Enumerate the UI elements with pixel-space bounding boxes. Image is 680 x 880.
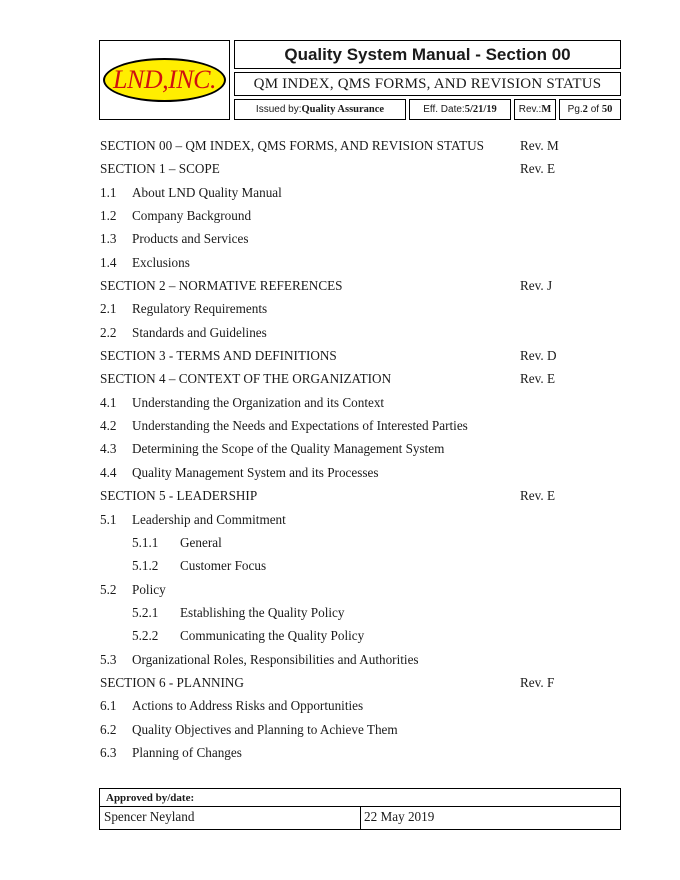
toc-title: Policy xyxy=(132,581,166,597)
approved-by-label: Approved by/date: xyxy=(106,792,195,804)
approval-box xyxy=(99,788,621,830)
toc-entry xyxy=(100,251,580,274)
toc-entry xyxy=(100,718,580,741)
toc-number: 6.2 xyxy=(100,721,117,737)
toc-number: 5.1.2 xyxy=(132,558,159,574)
toc-entry xyxy=(100,508,580,531)
toc-entry xyxy=(100,437,580,460)
effective-date-cell xyxy=(409,99,511,120)
toc-title: Determining the Scope of the Quality Management System xyxy=(132,441,445,457)
page-of-label: of xyxy=(587,104,602,115)
logo-text: LND,INC. xyxy=(113,65,216,94)
toc-subentry xyxy=(100,531,580,554)
toc-entry xyxy=(100,414,580,437)
toc-title: Customer Focus xyxy=(180,558,267,574)
toc-entry xyxy=(100,157,580,180)
manual-title: Quality System Manual - Section 00 xyxy=(234,40,621,69)
toc-title: Communicating the Quality Policy xyxy=(180,628,365,644)
toc-entry xyxy=(100,321,580,344)
toc-subentry xyxy=(100,554,580,577)
table-of-contents xyxy=(100,134,580,764)
page-total: 50 xyxy=(601,104,613,115)
toc-revision: Rev. M xyxy=(520,138,559,153)
revision-value: M xyxy=(541,104,552,115)
toc-title: Leadership and Commitment xyxy=(132,511,286,527)
toc-number: 4.1 xyxy=(100,394,117,410)
toc-subentry xyxy=(100,624,580,647)
toc-entry xyxy=(100,227,580,250)
toc-entry xyxy=(100,204,580,227)
toc-number: 6.1 xyxy=(100,698,117,714)
toc-title: Quality Objectives and Planning to Achieve Them xyxy=(132,721,398,737)
toc-title: Company Background xyxy=(132,208,252,224)
toc-number: 1.2 xyxy=(100,208,117,224)
section-subtitle: QM INDEX, QMS FORMS, AND REVISION STATUS xyxy=(234,72,621,96)
revision-cell xyxy=(514,99,556,120)
page-label: Pg. xyxy=(567,104,583,115)
toc-entry xyxy=(100,648,580,671)
toc-revision: Rev. E xyxy=(520,488,556,504)
toc-section-title: SECTION 6 - PLANNING xyxy=(100,674,244,690)
toc-revision: Rev. E xyxy=(520,161,556,177)
logo-box xyxy=(99,40,230,120)
toc-entry xyxy=(100,134,580,157)
toc-entry xyxy=(100,181,580,204)
toc-number: 4.2 xyxy=(100,418,117,434)
toc-number: 1.1 xyxy=(100,184,117,200)
toc-revision: Rev. E xyxy=(520,371,556,387)
toc-revision: Rev. J xyxy=(520,278,553,294)
toc-entry xyxy=(100,484,580,507)
toc-number: 2.2 xyxy=(100,324,117,340)
toc-entry xyxy=(100,741,580,764)
toc-title: Understanding the Needs and Expectations of Interested Parties xyxy=(132,418,468,434)
toc-title: Standards and Guidelines xyxy=(132,324,267,340)
approver-name: Spencer Neyland xyxy=(104,809,195,824)
toc-title: Regulatory Requirements xyxy=(132,301,268,317)
toc-title: Establishing the Quality Policy xyxy=(180,604,345,620)
toc-revision: Rev. D xyxy=(520,348,557,364)
toc-entry xyxy=(100,391,580,414)
toc-number: 5.2 xyxy=(100,581,117,597)
toc-section-title: SECTION 5 - LEADERSHIP xyxy=(100,488,258,504)
effective-date-value: 5/21/19 xyxy=(464,104,497,115)
toc-number: 1.3 xyxy=(100,231,117,247)
toc-number: 6.3 xyxy=(100,744,117,760)
toc-title: Quality Management System and its Processes xyxy=(132,464,379,480)
approval-column-divider xyxy=(360,806,361,829)
toc-number: 5.1.1 xyxy=(132,534,159,550)
toc-entry xyxy=(100,461,580,484)
toc-section-title: SECTION 2 – NORMATIVE REFERENCES xyxy=(100,278,343,294)
toc-entry xyxy=(100,578,580,601)
toc-title: About LND Quality Manual xyxy=(132,184,282,200)
effective-date-label: Eff. Date: xyxy=(423,104,465,115)
toc-number: 5.3 xyxy=(100,651,117,667)
toc-section-title: SECTION 00 – QM INDEX, QMS FORMS, AND REVISION STATUS xyxy=(100,138,484,153)
toc-revision: Rev. F xyxy=(520,674,555,690)
toc-title: Organizational Roles, Responsibilities and Authorities xyxy=(132,651,419,667)
toc-number: 5.2.2 xyxy=(132,628,159,644)
revision-label: Rev.: xyxy=(518,104,542,115)
toc-entry xyxy=(100,694,580,717)
issued-by-label: Issued by: xyxy=(255,104,302,115)
toc-section-title: SECTION 4 – CONTEXT OF THE ORGANIZATION xyxy=(100,371,392,387)
toc-number: 5.2.1 xyxy=(132,604,159,620)
document-header xyxy=(99,40,621,120)
toc-section-title: SECTION 1 – SCOPE xyxy=(100,161,220,177)
page-number-cell xyxy=(559,99,621,120)
toc-entry xyxy=(100,367,580,390)
toc-entry xyxy=(100,671,580,694)
issued-by-value: Quality Assurance xyxy=(301,104,385,115)
toc-section-title: SECTION 3 - TERMS AND DEFINITIONS xyxy=(100,348,337,364)
toc-entry xyxy=(100,274,580,297)
toc-title: Exclusions xyxy=(132,254,190,270)
company-logo xyxy=(103,58,226,102)
toc-title: Products and Services xyxy=(132,231,249,247)
toc-number: 1.4 xyxy=(100,254,117,270)
approval-date: 22 May 2019 xyxy=(364,809,435,824)
toc-number: 2.1 xyxy=(100,301,117,317)
toc-title: General xyxy=(180,534,222,550)
toc-subentry xyxy=(100,601,580,624)
toc-title: Understanding the Organization and its Context xyxy=(132,394,385,410)
toc-number: 4.4 xyxy=(100,464,117,480)
toc-entry xyxy=(100,344,580,367)
toc-title: Planning of Changes xyxy=(132,744,242,760)
issued-by-cell xyxy=(234,99,406,120)
toc-number: 5.1 xyxy=(100,511,117,527)
toc-number: 4.3 xyxy=(100,441,117,457)
toc-entry xyxy=(100,297,580,320)
page-number: 2 xyxy=(582,104,588,115)
toc-title: Actions to Address Risks and Opportunities xyxy=(132,698,364,714)
